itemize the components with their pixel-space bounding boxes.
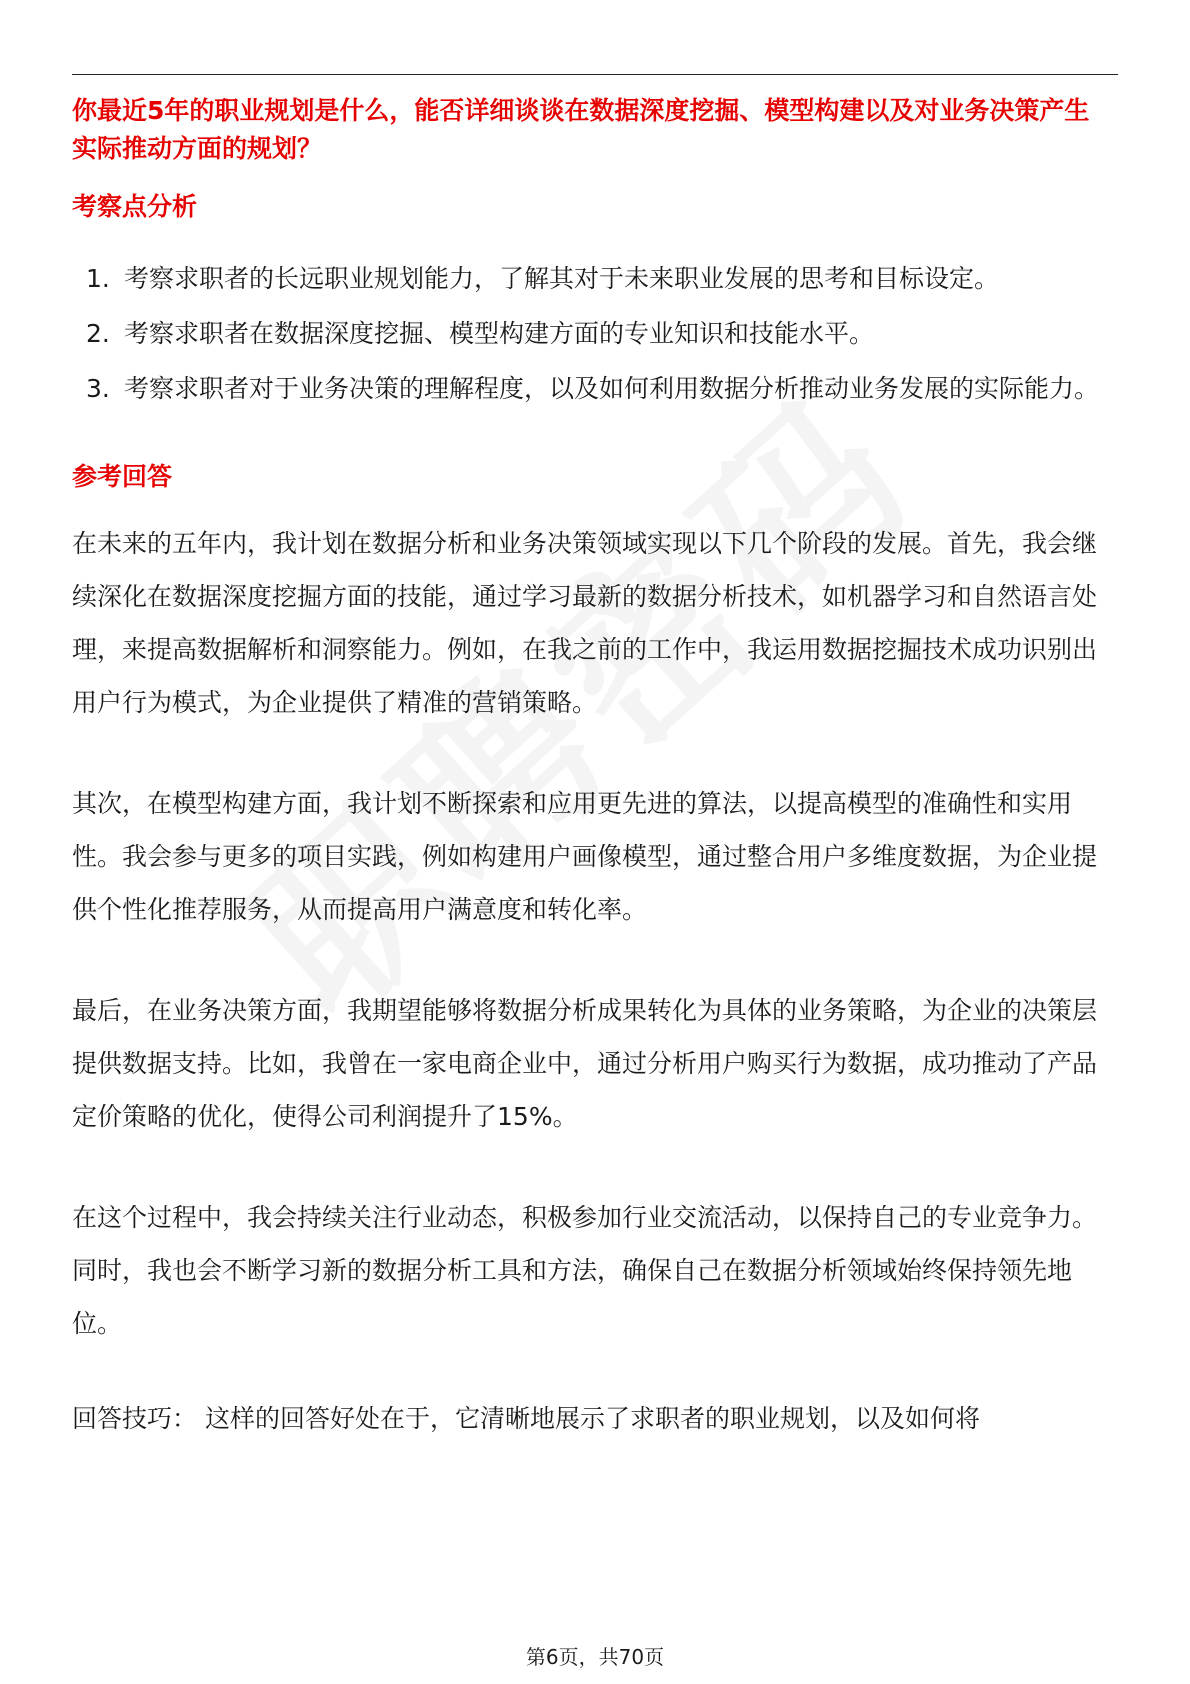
answer-paragraph: 其次，在模型构建方面，我计划不断探索和应用更先进的算法，以提高模型的准确性和实用性。我会参与更多的项目实践，例如构建用户画像模型，通过整合用户多维度数据，为企业提供个性化推荐服务，从而提高用户满意度和转化率。 [72, 789, 1098, 924]
answer-tips: 回答技巧： 这样的回答好处在于，它清晰地展示了求职者的职业规划，以及如何将 [72, 1404, 980, 1433]
page-content [72, 92, 1112, 1445]
list-item [72, 306, 1112, 361]
top-divider [72, 74, 1118, 75]
answer-paragraph: 在这个过程中，我会持续关注行业动态，积极参加行业交流活动，以保持自己的专业竞争力。同时，我也会不断学习新的数据分析工具和方法，确保自己在数据分析领域始终保持领先地位。 [72, 1203, 1098, 1338]
list-item-text: 考察求职者对于业务决策的理解程度，以及如何利用数据分析推动业务发展的实际能力。 [124, 374, 1100, 403]
answer-heading: 参考回答 [72, 462, 173, 491]
analysis-list [72, 251, 1112, 416]
answer-paragraph: 在未来的五年内，我计划在数据分析和业务决策领域实现以下几个阶段的发展。首先，我会继续深化在数据深度挖掘方面的技能，通过学习最新的数据分析技术，如机器学习和自然语言处理，来提高数据解析和洞察能力。例如，在我之前的工作中，我运用数据挖掘技术成功识别出用户行为模式，为企业提供了精准的营销策略。 [72, 529, 1098, 717]
list-item-text: 考察求职者的长远职业规划能力，了解其对于未来职业发展的思考和目标设定。 [124, 264, 1000, 293]
list-number: 3. [86, 374, 110, 403]
list-number: 1. [86, 264, 110, 293]
answer-paragraph: 最后，在业务决策方面，我期望能够将数据分析成果转化为具体的业务策略，为企业的决策层提供数据支持。比如，我曾在一家电商企业中，通过分析用户购买行为数据，成功推动了产品定价策略的优化，使得公司利润提升了15%。 [72, 996, 1098, 1131]
list-item-text: 考察求职者在数据深度挖掘、模型构建方面的专业知识和技能水平。 [124, 319, 875, 348]
list-number: 2. [86, 319, 110, 348]
page-number: 第6页，共70页 [525, 1645, 665, 1669]
list-item [72, 361, 1112, 416]
question-title: 你最近5年的职业规划是什么，能否详细谈谈在数据深度挖掘、模型构建以及对业务决策产生实际推动方面的规划？ [72, 96, 1090, 163]
list-item [72, 251, 1112, 306]
analysis-heading: 考察点分析 [72, 192, 198, 221]
